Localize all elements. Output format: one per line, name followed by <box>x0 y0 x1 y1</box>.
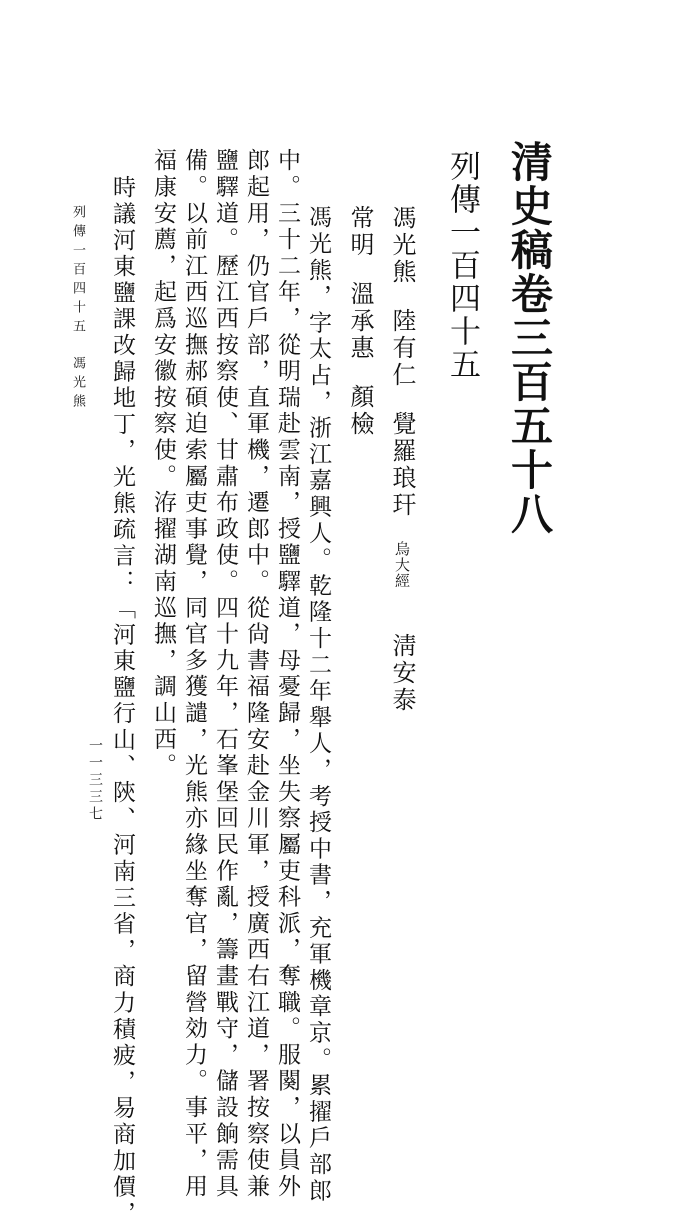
body-column-3: 郎起用，仍官戶部，直軍機，遷郎中。從尙書福隆安赴金川軍，授廣西右江道，署按察使兼 <box>243 148 269 1200</box>
body-column-7: 時議河東鹽課改歸地丁，光熊疏言：「河東鹽行山、陝、河南三省，商力積疲，易商加價， <box>109 175 135 1227</box>
section-title: 列傳一百四十五 <box>444 150 480 381</box>
body-column-4: 鹽驛道。歷江西按察使、甘肅布政使。四十九年，石峯堡回民作亂，籌畫戰守，儲設餉需具 <box>212 148 238 1200</box>
body-column-5: 備。以前江西巡撫郝碩迫索屬吏事覺，同官多獲譴，光熊亦緣坐奪官，留營効力。事平，用 <box>181 148 207 1200</box>
biography-name: 淸安泰 <box>388 633 416 714</box>
biography-names-line-1 <box>390 205 414 714</box>
margin-header <box>71 205 84 413</box>
margin-name: 馮光熊 <box>70 356 85 413</box>
appended-name-note: 烏大經 <box>393 541 411 589</box>
biography-name: 馮光熊 <box>388 205 416 286</box>
body-column-6: 福康安薦，起爲安徽按察使。洊擢湖南巡撫，調山西。 <box>150 148 176 780</box>
page-number: 一一三三七 <box>87 738 103 823</box>
biography-name: 覺羅琅玕 <box>388 411 416 519</box>
volume-title: 清史稿卷三百五十八 <box>505 140 554 536</box>
biography-name: 陸有仁 <box>388 308 416 389</box>
margin-section: 列傳一百四十五 <box>70 205 85 338</box>
biography-name: 溫承惠 <box>346 281 374 362</box>
body-column-1: 馮光熊，字太占，浙江嘉興人。乾隆十二年舉人，考授中書，充軍機章京。累擢戶部郎 <box>305 205 331 1205</box>
biography-names-line-2 <box>348 205 372 438</box>
body-column-2: 中。三十二年，從明瑞赴雲南，授鹽驛道，母憂歸，坐失察屬吏科派，奪職。服闋，以員外 <box>274 148 300 1200</box>
biography-name: 常明 <box>346 205 374 259</box>
biography-name: 顏檢 <box>346 384 374 438</box>
